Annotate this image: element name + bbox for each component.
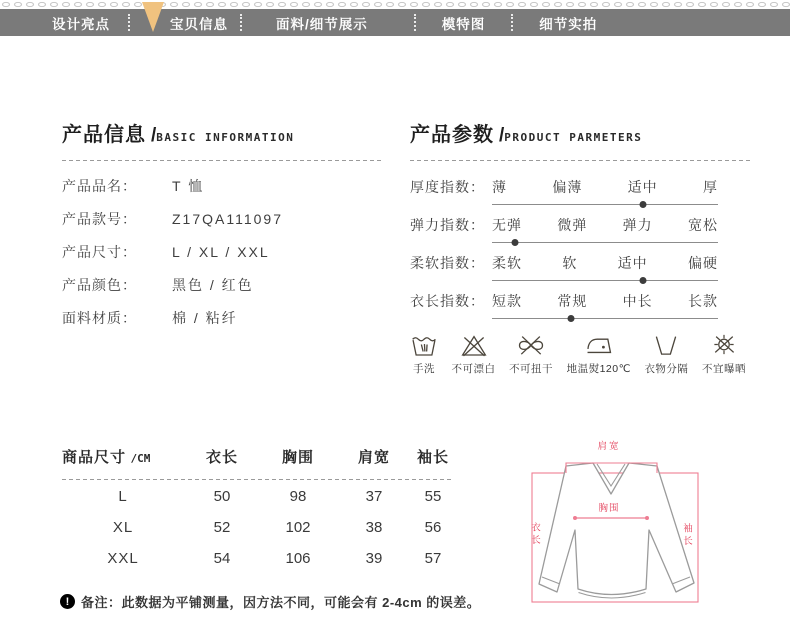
scale-option: 短款: [492, 293, 522, 309]
scale-option: 偏硬: [687, 255, 718, 271]
value-cell: 39: [365, 549, 383, 567]
scale-option: 长款: [687, 293, 718, 309]
no-bleach-icon: [460, 331, 488, 358]
scale-option: 微弹: [557, 217, 588, 233]
row-label: 产品品名：: [62, 177, 137, 194]
section-title: 产品信息: [62, 124, 146, 146]
scale-line: [492, 318, 718, 319]
no-sun-icon: [710, 331, 738, 358]
tab-label: 宝贝信息: [170, 16, 228, 32]
value-cell: 37: [365, 487, 383, 505]
shoulder-width-label: 肩宽: [597, 441, 621, 452]
separate-wash-icon: [652, 331, 680, 358]
param-scale: [492, 215, 718, 243]
tab-detail-shots[interactable]: [539, 13, 597, 33]
scale-dot: [568, 315, 575, 322]
active-tab-arrow-icon: [142, 2, 164, 32]
garment-length-label: 衣长: [529, 522, 540, 547]
row-value: 黑色 / 红色: [172, 276, 254, 293]
care-label: 地温熨120℃: [566, 363, 631, 375]
tab-item-info[interactable]: [142, 13, 228, 33]
value-cell: 38: [365, 518, 383, 536]
table-unit: /CM: [130, 452, 151, 465]
tab-label: 面料/细节展示: [276, 16, 368, 32]
no-wring-icon: [516, 331, 546, 358]
tab-label: 设计亮点: [52, 16, 110, 32]
care-item-low-temp-iron: [567, 331, 631, 376]
size-table: [62, 446, 454, 573]
parameters-section: [410, 118, 750, 376]
size-cell: L: [118, 487, 128, 505]
parameters-header: [410, 118, 750, 147]
param-scale: [492, 291, 718, 319]
scale-option: 薄: [492, 179, 507, 195]
tab-design-highlights[interactable]: [52, 13, 110, 33]
chest-label: 胸围: [598, 503, 620, 514]
dashed-divider: [410, 160, 750, 161]
row-value: L / XL / XXL: [172, 243, 270, 260]
scale-option: 偏薄: [552, 179, 583, 195]
param-scale: [492, 177, 718, 205]
value-cell: 106: [285, 549, 311, 567]
section-title: 产品参数: [410, 124, 494, 146]
nav-separator: [511, 14, 513, 31]
note-text: 备注：此数据为平铺测量，因方法不同，可能会有 2-4cm 的误差。: [81, 595, 481, 610]
nav-separator: [240, 14, 242, 31]
row-label: 面料材质：: [62, 309, 137, 326]
col-chest: 胸围: [281, 449, 314, 466]
row-value: Z17QA111097: [172, 210, 283, 227]
info-row-material: [62, 301, 382, 334]
dashed-divider: [62, 160, 382, 161]
basic-info-header: [62, 118, 382, 147]
info-row-sizes: [62, 235, 382, 268]
scale-dot: [640, 201, 647, 208]
care-item-hand-wash: [410, 331, 438, 376]
care-label: 不宜曝晒: [701, 363, 746, 375]
value-cell: 57: [424, 549, 442, 567]
param-row-thickness: [410, 177, 750, 199]
scale-option: 弹力: [622, 217, 653, 233]
col-garment-length: 衣长: [205, 449, 238, 466]
value-cell: 56: [424, 518, 442, 536]
tab-label: 模特图: [441, 16, 486, 32]
table-row-l: [62, 481, 454, 511]
info-row-product-name: [62, 169, 382, 202]
col-sleeve: 袖长: [416, 449, 449, 466]
param-label: 衣长指数：: [410, 293, 485, 309]
section-subtitle: BASIC INFORMATION: [156, 131, 295, 144]
care-instructions-row: [410, 331, 746, 376]
nav-separator: [128, 14, 130, 31]
section-navbar: [0, 9, 790, 36]
care-item-no-bleach: [452, 331, 496, 376]
nav-separator: [414, 14, 416, 31]
basic-info-rows: [62, 169, 382, 334]
care-item-separate-wash: [644, 331, 688, 376]
care-label: 手洗: [413, 363, 435, 375]
param-label: 厚度指数：: [410, 179, 485, 195]
care-item-no-sun: [702, 331, 746, 376]
size-cell: XL: [112, 518, 134, 536]
scale-line: [492, 242, 718, 243]
param-scale: [492, 253, 718, 281]
parameter-scale-rows: [410, 177, 750, 313]
size-table-header: [62, 446, 454, 467]
param-label: 弹力指数：: [410, 217, 485, 233]
scale-line: [492, 280, 718, 281]
table-row-xxl: [62, 543, 454, 573]
param-label: 柔软指数：: [410, 255, 485, 271]
row-label: 产品颜色：: [62, 276, 137, 293]
value-cell: 52: [213, 518, 231, 536]
care-label: 不可漂白: [451, 363, 496, 375]
sleeve-length-label: 袖长: [681, 523, 692, 548]
scale-option: 软: [562, 255, 578, 271]
scale-option: 宽松: [687, 217, 718, 233]
table-title: 商品尺寸: [62, 449, 127, 466]
col-shoulder: 肩宽: [357, 449, 390, 466]
param-row-elasticity: [410, 215, 750, 237]
tab-fabric-details[interactable]: [276, 13, 368, 33]
row-value: 棉 / 粘纤: [172, 309, 238, 326]
scale-option: 常规: [557, 293, 588, 309]
care-label: 不可扭干: [509, 363, 554, 375]
chain-border-top: [0, 0, 790, 9]
value-cell: 50: [213, 487, 231, 505]
value-cell: 98: [289, 487, 307, 505]
exclamation-icon: !: [60, 594, 75, 609]
tab-model-photos[interactable]: [442, 13, 486, 33]
info-row-style-number: [62, 202, 382, 235]
value-cell: 102: [285, 518, 311, 536]
info-row-colors: [62, 268, 382, 301]
hand-wash-icon: [410, 331, 438, 358]
scale-option: 中长: [622, 293, 653, 309]
size-cell: XXL: [107, 549, 139, 567]
scale-option: 适中: [627, 179, 658, 195]
low-temp-iron-icon: [584, 331, 614, 358]
scale-option: 无弹: [492, 217, 522, 233]
basic-info-section: [62, 118, 382, 334]
scale-line: [492, 204, 718, 205]
row-label: 产品尺寸：: [62, 243, 137, 260]
section-subtitle: PRODUCT PARMETERS: [504, 131, 643, 144]
scale-option: 适中: [617, 255, 648, 271]
care-label: 衣物分隔: [644, 363, 689, 375]
param-row-softness: [410, 253, 750, 275]
row-label: 产品款号：: [62, 210, 137, 227]
care-item-no-wring: [509, 331, 553, 376]
size-table-title: [62, 446, 184, 467]
value-cell: 54: [213, 549, 231, 567]
scale-option: 厚: [702, 179, 718, 195]
slash-divider: /: [499, 125, 505, 146]
tab-label: 细节实拍: [539, 16, 598, 32]
scale-option: 柔软: [492, 255, 522, 271]
param-row-garment-length: [410, 291, 750, 313]
scale-dot: [511, 239, 518, 246]
measurement-note: [60, 592, 480, 611]
scale-dot: [640, 277, 647, 284]
dashed-divider: [62, 479, 454, 480]
row-value: T 恤: [172, 177, 205, 194]
size-diagram: [498, 437, 720, 629]
slash-divider: /: [151, 125, 157, 146]
value-cell: 55: [424, 487, 442, 505]
table-row-xl: [62, 512, 454, 542]
